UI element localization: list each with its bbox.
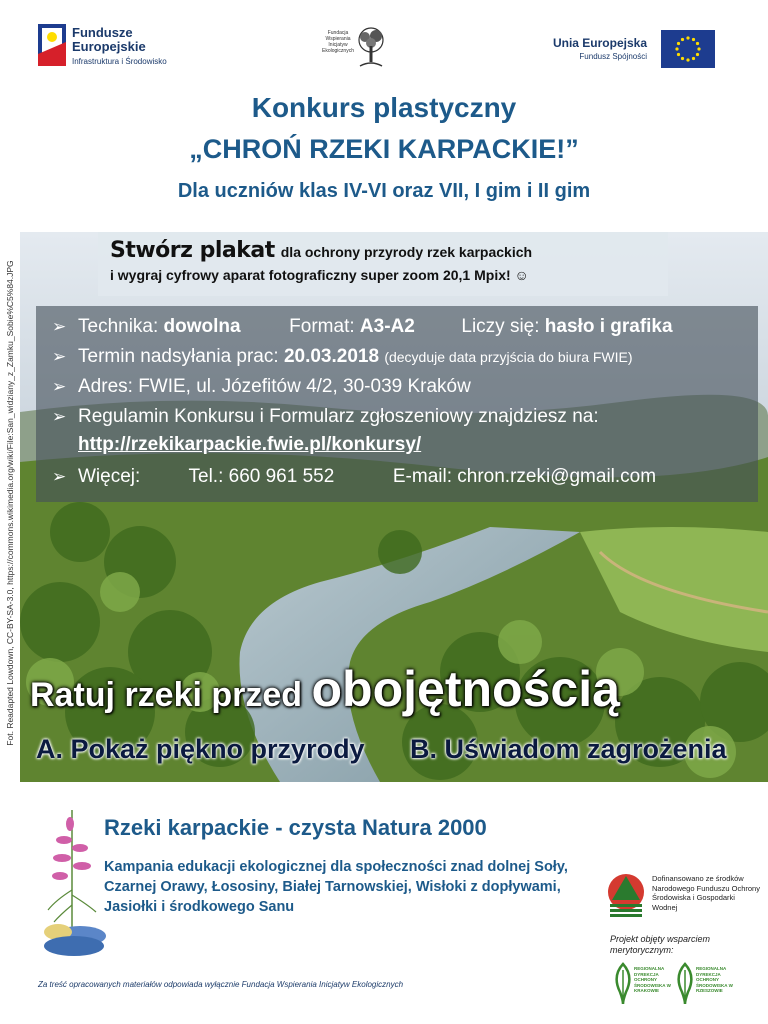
theme-b: B. Uświadom zagrożenia [410,734,727,764]
fe-title: Fundusze Europejskie [72,25,146,54]
fwie-logo [316,26,388,72]
info-termin [48,342,746,372]
contest-name: „CHROŃ RZEKI KARPACKIE!” [189,134,579,164]
slogan [30,660,620,718]
arrow-bullet-icon: ➢ [52,377,67,396]
format-label: Format: [289,316,360,337]
technika-value: dowolna [163,316,241,337]
phone-text: Tel.: 660 961 552 [188,466,335,487]
rdos-krakow-logo [612,962,674,1008]
arrow-bullet-icon: ➢ [52,467,67,486]
slogan-part1: Ratuj rzeki przed [30,676,312,714]
fireweed-flower-icon [38,800,108,960]
rdos-rzeszow-text: REGIONALNA DYREKCJA OCHRONY ŚRODOWISKA W RZESZOWIE [696,966,733,993]
banner-line1 [110,238,656,263]
arrow-bullet-icon: ➢ [52,347,67,366]
theme-a: A. Pokaż piękno przyrody [36,734,365,764]
slogan-part2: obojętnością [311,661,620,717]
regulamin-link[interactable]: http://rzekikarpackie.fwie.pl/konkursy/ [78,434,422,455]
arrow-bullet-icon: ➢ [52,407,67,426]
fe-subtitle: Infrastruktura i Środowisko [72,57,167,66]
adres-text: Adres: FWIE, ul. Józefitów 4/2, 30-039 Kraków [78,376,471,397]
fwie-text: Fundacja Wspierania Inicjatyw Ekologicznych [322,30,354,54]
photo-credit-text: Fot. Readapted Lowdown, CC-BY-SA-3.0, https://commons.wikimedia.org/wiki/File:San_widziany_z_Zamku_Sobie%C5%84.JPG [5,260,15,746]
campaign-description: Kampania edukacji ekologicznej dla społeczności znad dolnej Soły, Czarnej Orawy, Łososiny, Białej Tarnowskiej, Wisłoki z dopływami, Jasiołki i środkowego Sanu [104,859,568,915]
eu-flag-icon [661,30,715,68]
ue-subtitle: Fundusz Spójności [579,52,647,61]
ue-title: Unia Europejska [552,36,647,50]
info-adres [48,372,746,402]
liczy-label: Liczy się: [461,316,545,337]
contest-audience: Dla uczniów klas IV-VI oraz VII, I gim i II gim [177,180,591,202]
nfosigw-logo-icon [606,872,646,918]
termin-note: (decyduje data przyjścia do biura FWIE) [384,349,633,365]
fe-flag-icon [38,24,66,66]
support-note: Projekt objęty wsparciem merytorycznym: [610,934,711,955]
rdos-rzeszow-logo [674,962,736,1008]
technika-label: Technika: [78,316,164,337]
unia-europejska-logo [540,30,715,70]
format-value: A3-A2 [359,316,415,337]
banner-line2: i wygraj cyfrowy aparat fotograficzny super zoom 20,1 Mpix! ☺ [110,267,529,283]
info-regulamin [48,402,746,432]
info-technika [48,312,746,342]
promo-banner [98,232,668,296]
footer-disclaimer: Za treść opracowanych materiałów odpowiada wyłącznie Fundacja Wspierania Inicjatyw Ekologicznych [38,980,404,989]
regulamin-text: Regulamin Konkursu i Formularz zgłoszeniowy znajdziesz na: [78,406,599,427]
email-text: E-mail: chron.rzeki@gmail.com [392,466,657,487]
nfosigw-text: Dofinansowano ze środków Narodowego Funduszu Ochrony Środowiska i Gospodarki Wodnej [652,874,760,912]
liczy-value: hasło i grafika [544,316,673,337]
info-kontakt [48,462,746,492]
termin-label: Termin nadsyłania prac: [78,346,284,367]
banner-headline: Stwórz plakat [110,238,275,263]
leaf-icon [674,962,696,1006]
fundusze-europejskie-logo [38,22,198,70]
photo-credit [3,240,17,770]
contest-title: Konkurs plastyczny [251,92,517,123]
rdos-krakow-text: REGIONALNA DYREKCJA OCHRONY ŚRODOWISKA W KRAKOWIE [634,966,671,993]
wiecej-label: Więcej: [78,466,141,487]
tree-icon [354,26,388,70]
campaign-title: Rzeki karpackie - czysta Natura 2000 [104,815,487,840]
arrow-bullet-icon: ➢ [52,317,67,336]
banner-line1-rest: dla ochrony przyrody rzek karpackich [280,244,533,260]
contest-details [36,306,758,502]
termin-value: 20.03.2018 [283,346,380,367]
leaf-icon [612,962,634,1006]
